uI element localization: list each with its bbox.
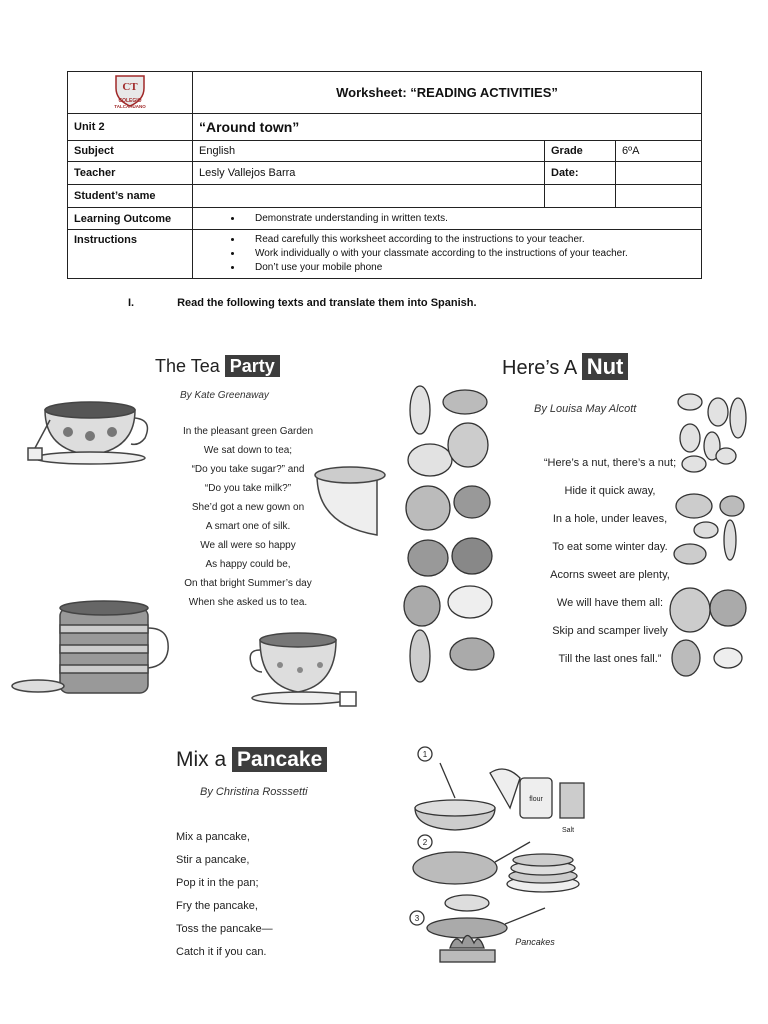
poem-line: Mix a pancake, [176,831,250,843]
pancake-title [176,748,327,772]
poem-line: As happy could be, [205,559,291,570]
instruction-item: • Don’t use your mobile phone [243,261,695,275]
worksheet-title: Worksheet: “READING ACTIVITIES” [193,72,702,114]
pancake-title-plain: Mix a [176,748,227,771]
tea-party-author: By Kate Greenaway [180,390,269,401]
poem-line: Hide it quick away, [564,485,656,497]
poem-line: She’d got a new gown on [191,502,305,513]
teacher-label: Teacher [68,162,193,185]
date-value [616,162,702,185]
instruction-item: • Work individually o with your classmate according to the instructions of your teacher. [243,247,695,261]
poem-line: To eat some winter day. [552,541,668,553]
logo-letters: CT [122,81,138,93]
student-name-value [193,185,545,208]
learning-outcome-cell [193,208,702,230]
student-name-extra-1 [545,185,616,208]
poem-line: “Do you take sugar?” and [191,464,305,475]
tea-party-title-highlight: Party [225,355,280,377]
tea-party-title-plain: The Tea [155,356,220,376]
tea-party-poem-panel [10,340,447,712]
flour-label: flour [529,796,543,803]
step-1-label: 1 [422,750,428,759]
school-logo-cell [68,72,193,114]
activity-instruction [128,297,477,309]
unit-title: “Around town” [193,114,702,141]
pancakes-caption: Pancakes [515,937,555,947]
teacher-value: Lesly Vallejos Barra [193,162,545,185]
student-name-extra-2 [616,185,702,208]
pancake-lines [176,831,273,969]
nut-title-highlight: Nut [582,353,629,380]
nut-title [502,354,628,380]
nut-title-plain: Here’s A [502,357,577,379]
step-2-label: 2 [422,838,428,847]
poem-line: Pop it in the pan; [176,877,259,889]
instructions-label: Instructions [68,230,193,279]
activity-number: I. [128,297,135,309]
pancake-illustration [395,738,600,973]
tea-party-title [155,356,280,377]
school-logo-icon [108,72,152,110]
poem-line: In a hole, under leaves, [552,513,668,525]
pancake-author: By Christina Rosssetti [200,786,308,798]
logo-word-1: COLEGIO [118,98,142,104]
poem-line: We will have them all: [556,597,664,609]
poem-line: Till the last ones fall.” [558,653,662,665]
poem-line: We all were so happy [200,540,296,551]
subject-value: English [193,141,545,162]
poem-line: Catch it if you can. [176,946,267,958]
poem-line: Acorns sweet are plenty, [550,569,670,581]
poem-line: On that bright Summer’s day [184,578,312,589]
student-name-label: Student’s name [68,185,193,208]
date-label: Date: [545,162,616,185]
activity-text: Read the following texts and translate them into Spanish. [177,297,477,309]
instructions-cell [193,230,702,279]
grade-value: 6ºA [616,141,702,162]
poem-line: Toss the pancake— [176,923,273,935]
unit-label: Unit 2 [68,114,193,141]
salt-label: Salt [561,827,575,834]
pancake-poem-panel [170,738,600,978]
logo-word-2: TALCAHUANO [114,104,146,109]
poem-line: When she asked us to tea. [188,597,308,608]
learning-outcome-item: • Demonstrate understanding in written texts. [243,212,695,226]
tea-party-lines [128,426,368,616]
nut-poem-panel [400,340,758,688]
step-3-label: 3 [414,914,420,923]
poem-line: In the pleasant green Garden [182,426,314,437]
poem-line: “Do you take milk?” [204,483,292,494]
grade-label: Grade [545,141,616,162]
poem-line: Stir a pancake, [176,854,250,866]
poem-line: Skip and scamper lively [552,625,668,637]
poem-line: We sat down to tea; [203,445,293,456]
pancake-title-highlight: Pancake [232,747,327,772]
poem-line: “Here’s a nut, there’s a nut; [543,457,677,469]
instruction-item: • Read carefully this worksheet according to the instructions to your teacher. [243,233,695,247]
learning-outcome-label: Learning Outcome [68,208,193,230]
nut-author: By Louisa May Alcott [534,403,637,415]
poem-line: Fry the pancake, [176,900,258,912]
subject-label: Subject [68,141,193,162]
worksheet-header-table [67,71,702,279]
poem-line: A smart one of silk. [205,521,291,532]
nut-lines [510,457,710,681]
